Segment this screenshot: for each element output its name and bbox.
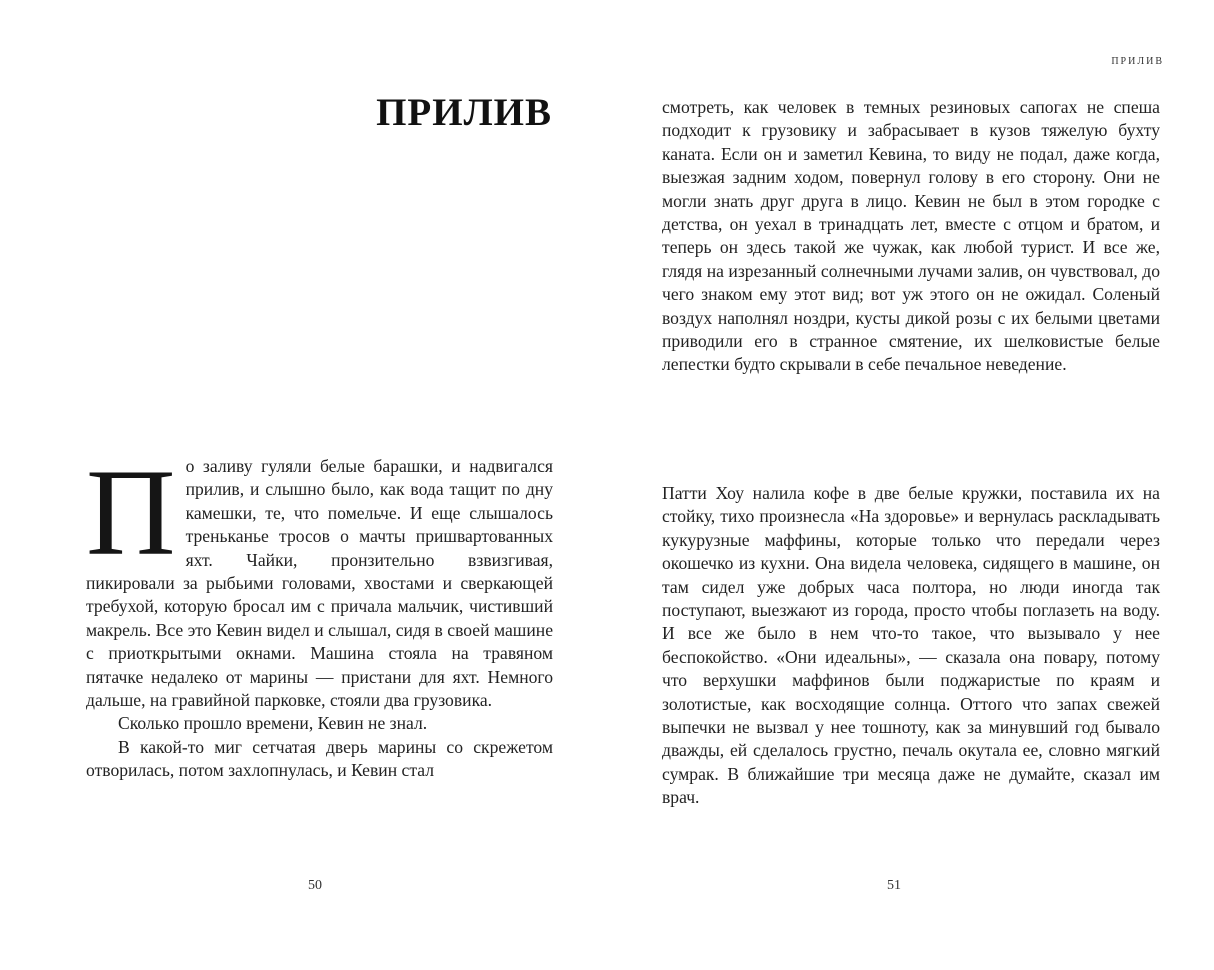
paragraph: Сколько прошло времени, Кевин не знал. [118, 713, 428, 734]
drop-cap: П [86, 444, 176, 581]
opening-paragraph-text: о заливу гуляли белые барашки, и надвигался прилив, и слышно было, как вода тащит по дну камешки, те, что помельче. И еще слышалось треньканье тросов о мачты пришвартованных яхт. Чайки, пронзительно взвизгивая, пикировали за рыбьими головами, хвостами и сверкающей требухой, которую бросал им с причала мальчик, чистивший макрель. Все это Кевин видел и слышал, сидя в своей машине с приоткрытыми окнами. Машина стояла на травяном пятачке недалеко от марины — пристани для яхт. Немного дальше, на гравийной парковке, стояли два грузовика. [86, 456, 553, 711]
opening-paragraph [86, 444, 553, 712]
paragraph: смотреть, как человек в темных резиновых сапогах не спеша подходит к грузовику и забрасывает в кузов тяжелую бухту каната. Если он и заметил Кевина, то виду не подал, даже когда, выезжая задним ходом, повернул голову в его сторону. Они не могли знать друг друга в лицо. Кевин не был в этом городке с детства, он уехал в тринадцать лет, вместе с отцом и братом, и теперь он здесь такой же чужак, как любой турист. И все же, глядя на изрезанный солнечными лучами залив, он чувствовал, до чего знаком ему этот вид; вот уж этого он не ожидал. Соленый воздух наполнял ноздри, кусты дикой розы с их белыми цветами приводили его в странное смятение, их шелковистые белые лепестки будто скрывали в себе печальное неведение. [662, 97, 1160, 375]
paragraph: В какой-то миг сетчатая дверь марины со скрежетом отворилась, потом захлопнулась, и Кевин стал [86, 736, 553, 781]
page-number-left: 50 [308, 878, 322, 893]
right-page [607, 0, 1214, 970]
running-head: ПРИЛИВ [1111, 56, 1164, 67]
paragraph: Патти Хоу налила кофе в две белые кружки, поставила их на стойку, тихо произнесла «На здоровье» и вернулась раскладывать кукурузные маффины, которые только что передали через окошечко из кухни. Она видела человека, сидящего в машине, он там сидел уже добрых часа полтора, но люди иногда так поступают, выезжают из города, просто чтобы поглазеть на воду. И все же было в нем что-то такое, что вызывало у нее беспокойство. «Они идеальны», — сказала она повару, потому что верхушки маффинов были поджаристые по краям и золотистые, как восходящие солнца. Оттого что запах свежей выпечки не вызвал у нее тошноту, как за минувший год бывало дважды, ей сделалось грустно, печаль окутала ее, словно мягкий сумрак. В ближайшие три месяца даже не думайте, сказал им врач. [662, 483, 1160, 808]
page-number-right: 51 [887, 878, 901, 893]
chapter-opening-text [86, 444, 553, 783]
text-block-section [662, 482, 1160, 810]
chapter-title: ПРИЛИВ [376, 91, 552, 134]
text-block-continuation [662, 96, 1160, 377]
